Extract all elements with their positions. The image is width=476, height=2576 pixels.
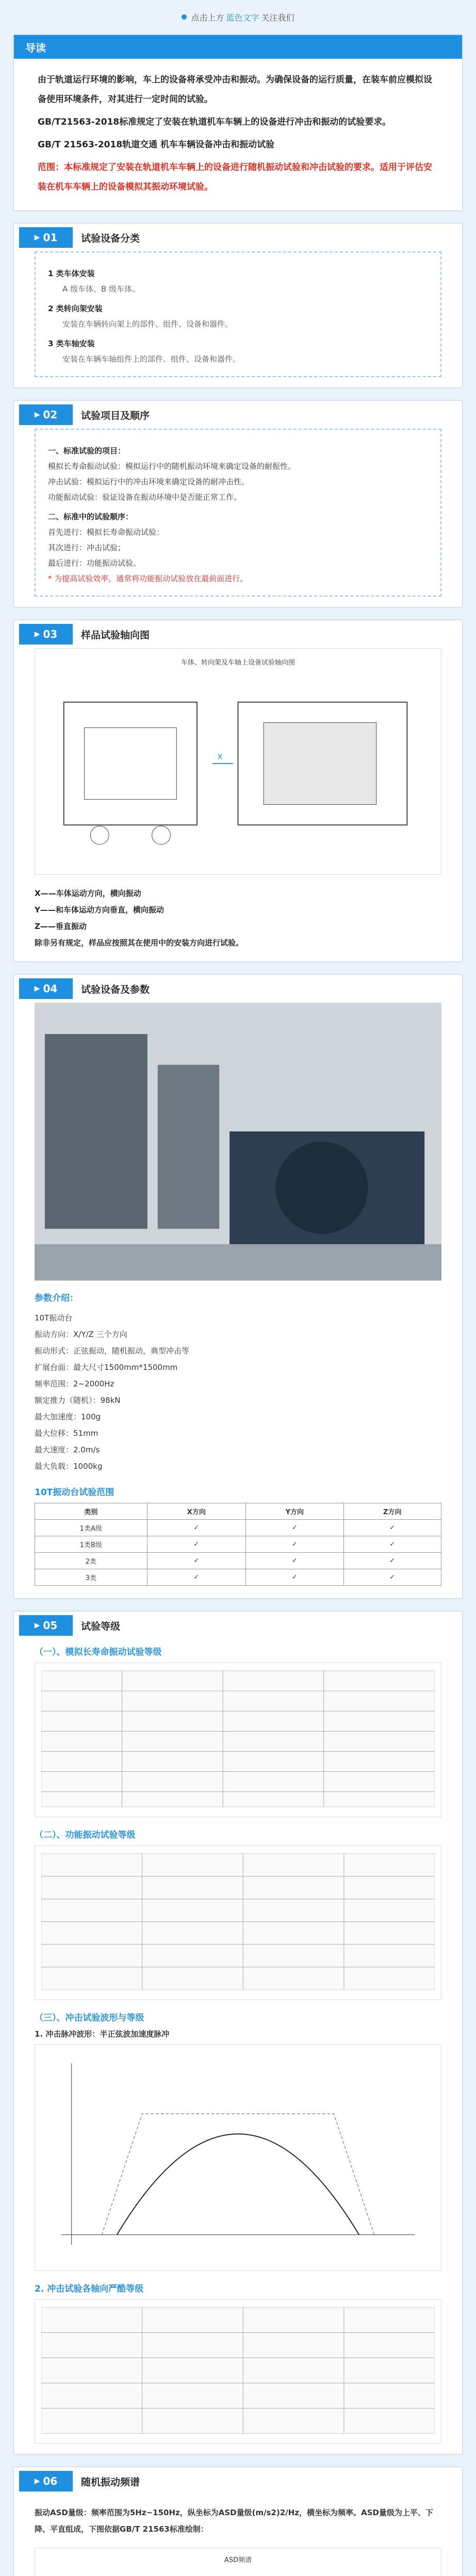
section-04: ▶ 04 试验设备及参数 参数介绍： 10T振动台 振动方向：X/Y/Z 三个方向 振动形式：正弦振动，随机振动，典型冲击等 扩展台面：最大尺寸1500mm*1500mm 频率范围：2~2000Hz 额定推力（随机）：98kN 最大加速度：100g 最大位移：51mm 最大速度：2.0m/s 最大负载：1000kg 10T振动台试验范围 类别 X方向 Y方向 Z方向 1类A级 ✓ ✓ ✓ 1类B级 ✓ ✓ ✓ 2类 ✓ ✓ ✓ 3类 ✓ ✓ ✓ (13, 974, 463, 1599)
eq-header-0: 类别 (35, 1503, 147, 1520)
grade-table-1 (35, 1663, 441, 1817)
section-02: ▶ 02 试验项目及顺序 一、标准试验的项目： 模拟长寿命振动试验：模拟运行中的随机振动环境来确定设备的耐振性。 冲击试验：模拟运行中的冲击环境来确定设备的耐冲击性。 功能振动试验：验证设备在振动环境中是否能正常工作。 二、标准中的试验顺序： 首先进行：模拟长寿命振动试验： 其次进行：冲击试验； 最后进行：功能振动试验。 * 为提高试验效率，通常将功能振动试验放在最前面进行。 (13, 400, 463, 608)
eq-cell-1-3: ✓ (343, 1536, 441, 1553)
table-row (35, 1569, 441, 1586)
eq-cell-1-0: 1类B级 (35, 1536, 147, 1553)
eq-header-3: Z方向 (343, 1503, 441, 1520)
axis-figure-svg (43, 671, 433, 867)
table-row (35, 1520, 441, 1536)
svg-text:X: X (217, 753, 223, 762)
eq-cell-3-1: ✓ (147, 1569, 246, 1586)
follow-banner[interactable]: 点击上方 蓝色文字 关注我们 (0, 0, 476, 34)
eq-header-2: Y方向 (246, 1503, 343, 1520)
grade-table-2 (35, 1845, 441, 2000)
asd-spectrum: ASD频谱 (35, 2548, 441, 2576)
eq-cell-3-0: 3类 (35, 1569, 147, 1586)
eq-cell-1-1: ✓ (147, 1536, 246, 1553)
eq-header-1: X方向 (147, 1503, 246, 1520)
eq-cell-0-3: ✓ (343, 1520, 441, 1536)
eq-cell-0-2: ✓ (246, 1520, 343, 1536)
eq-cell-2-2: ✓ (246, 1553, 343, 1569)
equipment-table (35, 1503, 441, 1586)
eq-cell-2-3: ✓ (343, 1553, 441, 1569)
dot-icon (182, 14, 187, 20)
intro-card: 导读 由于轨道运行环境的影响，车上的设备将承受冲击和振动。为确保设备的运行质量，在装车前应模拟设备使用环境条件，对其进行一定时间的试验。 GB/T21563-2018标准规定了安装在轨道机车车辆上的设备进行冲击和振动的试验要求。 GB/T 21563-2018轨道交通 机车车辆设备冲击和振动试验 范围：本标准规定了安装在轨道机车车辆上的设备进行随机振动试验和冲击试验的要求。适用于评估安装在机车车辆上的设备模拟其振动环境试验。 (13, 34, 463, 211)
section-03: ▶ 03 样品试验轴向图 车体、转向架及车轴上设备试验轴向图 X X——车体运动方向，横向振动 Y——和车体运动方向垂直，横向振动 Z——垂直振动 除非另有规定，样品应按照其在使用中的安装方向进行试验。 (13, 619, 463, 962)
section-01: ▶ 01 试验设备分类 1 类车体安装 A 级车体、B 级车体。 2 类转向架安装 安装在车辆转向架上的部件、组件、设备和器件。 3 类车轴安装 安装在车辆车轴组件上的部件、组件、设备和器件。 (13, 223, 463, 388)
pulse-figure (35, 2044, 441, 2271)
table-row (35, 1536, 441, 1553)
eq-cell-0-1: ✓ (147, 1520, 246, 1536)
eq-cell-2-0: 2类 (35, 1553, 147, 1569)
follow-link[interactable]: 蓝色文字 (226, 12, 259, 23)
eq-cell-3-2: ✓ (246, 1569, 343, 1586)
eq-cell-1-2: ✓ (246, 1536, 343, 1553)
equipment-photo (35, 1003, 441, 1281)
eq-cell-2-1: ✓ (147, 1553, 246, 1569)
section-06: ▶ 06 随机振动频谱 振动ASD量级：频率范围为5Hz~150Hz，纵坐标为ASD量级(m/s2)2/Hz，横坐标为频率。ASD量级为上平、下降、平直组成，下图依据GB/T 21563标准绘制： ASD频谱 (13, 2466, 463, 2576)
axis-diagram: 车体、转向架及车轴上设备试验轴向图 X (35, 648, 441, 875)
section-05: ▶ 05 试验等级 （一）、模拟长寿命振动试验等级 （二）、功能振动试验等级 （三）、冲击试验波形与等级 1. 冲击脉冲波形：半正弦波加速度脉冲 2. 冲击试验各轴向严酷等级 (13, 1611, 463, 2455)
eq-cell-0-0: 1类A级 (35, 1520, 147, 1536)
intro-tag: 导读 (14, 35, 462, 59)
shock-grade-table (35, 2299, 441, 2444)
eq-cell-3-3: ✓ (343, 1569, 441, 1586)
table-row (35, 1553, 441, 1569)
section-number: ▶ 01 (19, 227, 73, 248)
